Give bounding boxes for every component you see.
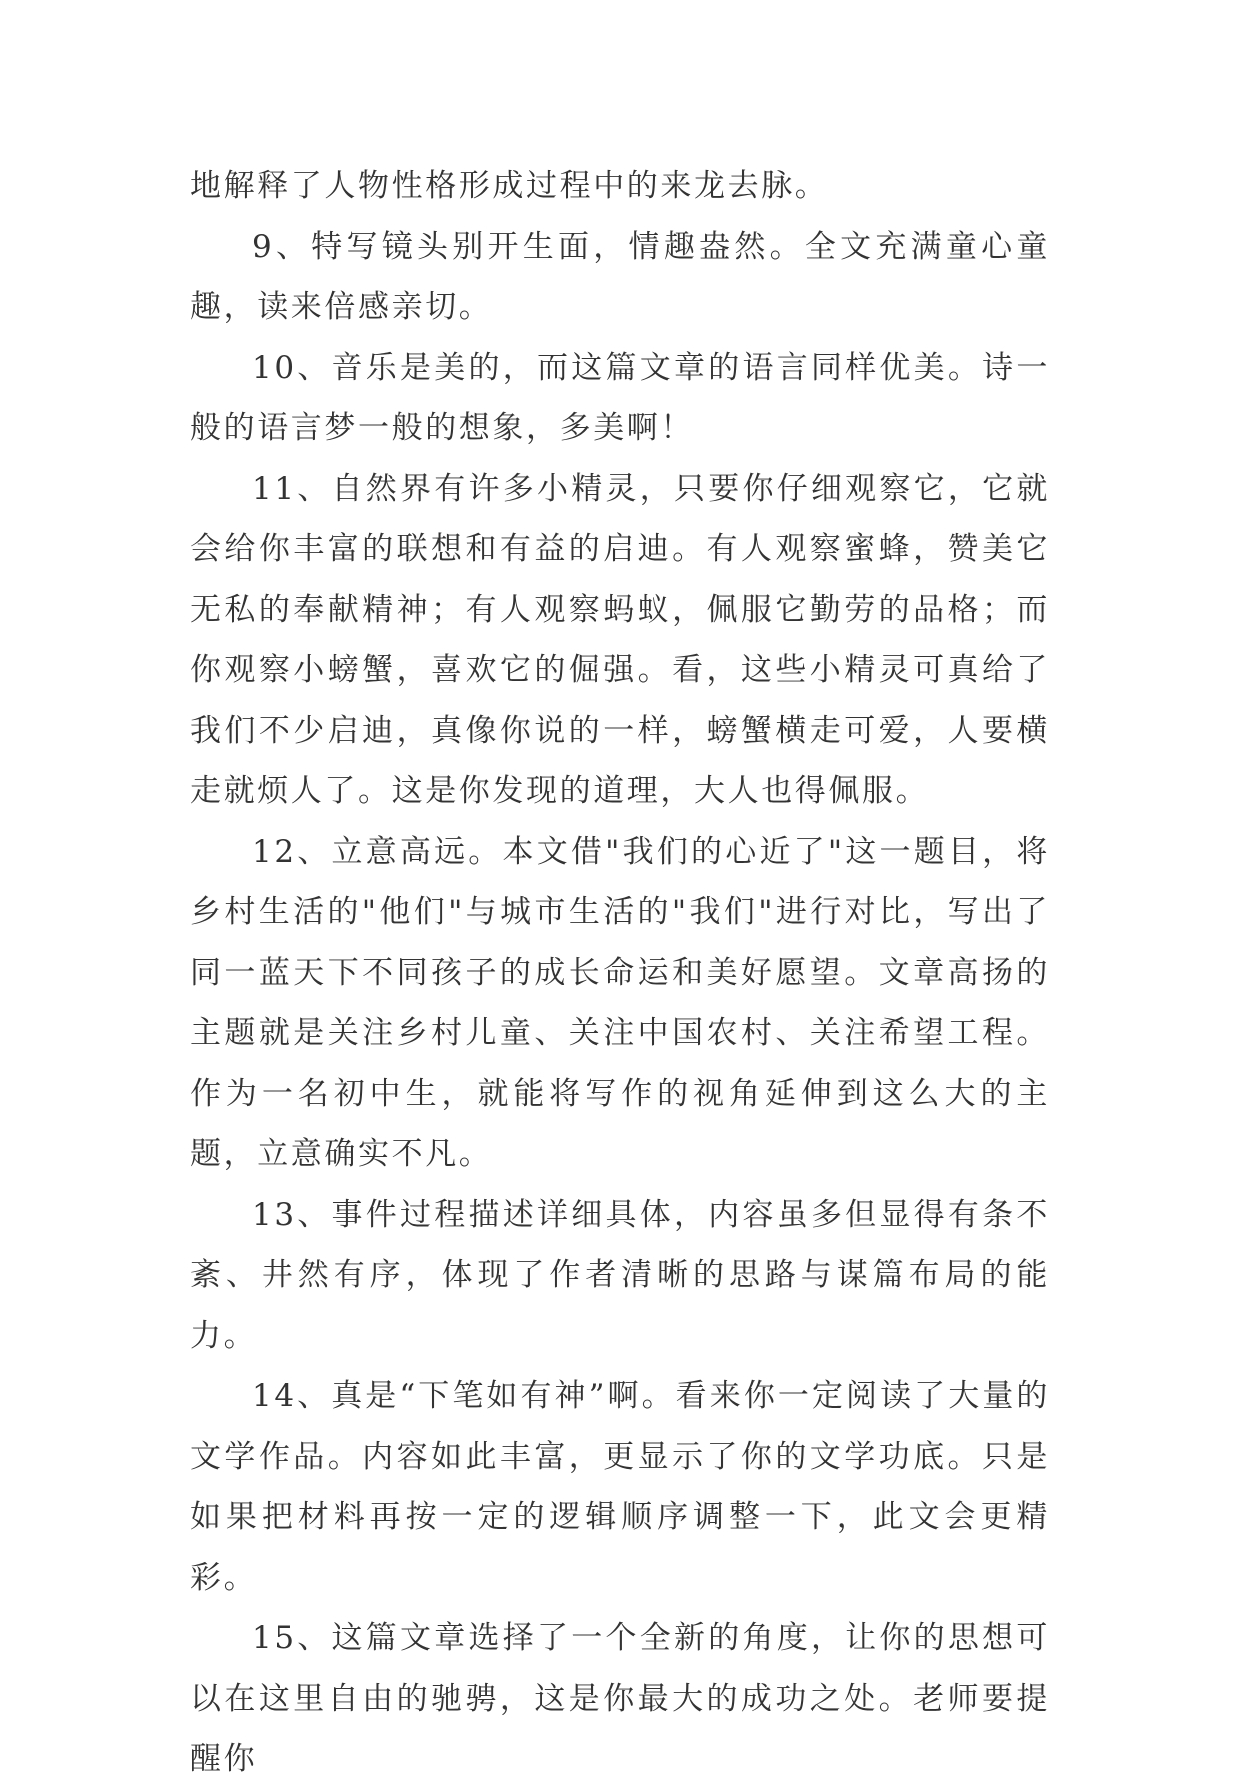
paragraph-10: 10、音乐是美的，而这篇文章的语言同样优美。诗一般的语言梦一般的想象，多美啊！	[190, 349, 1050, 446]
paragraph-9: 9、特写镜头别开生面，情趣盎然。全文充满童心童趣，读来倍感亲切。	[190, 228, 1050, 325]
paragraph-continued: 地解释了人物性格形成过程中的来龙去脉。	[190, 168, 829, 204]
paragraph-14: 14、真是“下笔如有神”啊。看来你一定阅读了大量的文学作品。内容如此丰富，更显示了你的文学功底。只是如果把材料再按一定的逻辑顺序调整一下，此文会更精彩。	[190, 1378, 1050, 1596]
paragraph-12: 12、立意高远。本文借"我们的心近了"这一题目，将乡村生活的"他们"与城市生活的"我们"进行对比，写出了同一蓝天下不同孩子的成长命运和美好愿望。文章高扬的主题就是关注乡村儿童、关注中国农村、关注希望工程。作为一名初中生，就能将写作的视角延伸到这么大的主题，立意确实不凡。	[190, 833, 1050, 1172]
paragraph-15: 15、这篇文章选择了一个全新的角度，让你的思想可以在这里自由的驰骋，这是你最大的成功之处。老师要提醒你	[190, 1620, 1050, 1777]
document-body	[190, 156, 1050, 1790]
paragraph-11: 11、自然界有许多小精灵，只要你仔细观察它，它就会给你丰富的联想和有益的启迪。有人观察蜜蜂，赞美它无私的奉献精神；有人观察蚂蚁，佩服它勤劳的品格；而你观察小螃蟹，喜欢它的倔强。看，这些小精灵可真给了我们不少启迪，真像你说的一样，螃蟹横走可爱，人要横走就烦人了。这是你发现的道理，大人也得佩服。	[190, 470, 1050, 809]
paragraph-13: 13、事件过程描述详细具体，内容虽多但显得有条不紊、井然有序，体现了作者清晰的思路与谋篇布局的能力。	[190, 1196, 1050, 1354]
